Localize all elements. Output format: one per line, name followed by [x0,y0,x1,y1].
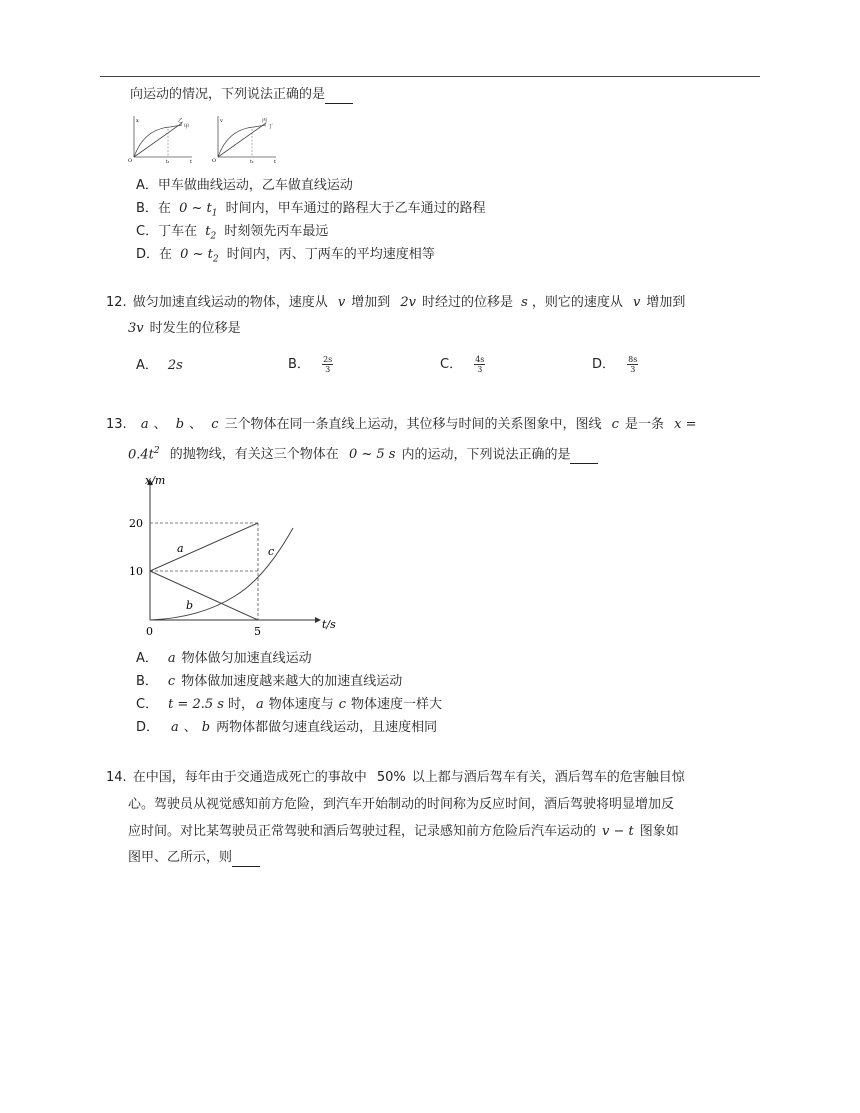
x-axis-label: t/s [322,618,336,631]
origin-label: 0 [146,625,153,638]
graph1-y-label: x [136,118,139,124]
header-rule [100,76,760,77]
q11-option-a[interactable]: A．甲车做曲线运动，乙车做直线运动 [136,178,353,193]
q13-stem-line2: $0.4t^2$ 的抛物线，有关这三个物体在 0 ~ 5 s 内的运动，下列说法正确的是 [128,442,598,464]
q12-option-b[interactable]: B． $\frac{2s}{3}$ [288,355,333,374]
label-b: b [186,599,194,612]
curve-c [150,528,293,620]
graph2-t2: t₂ [250,160,254,165]
q14-stem-line3: 应时间。对比某驾驶员正常驾驶和酒后驾驶过程，记录感知前方危险后汽车运动的 v − t 图象如 [128,824,679,839]
q13-option-c[interactable]: C． t = 2.5 s 时， a 物体速度与 c 物体速度一样大 [136,697,443,712]
answer-blank[interactable] [325,90,353,104]
graph1-t1: t₁ [166,160,170,165]
line-b [150,571,258,620]
q13-option-a[interactable]: A． a 物体做匀加速直线运动 [136,651,312,666]
graph2-curve-ding: 丁 [268,124,274,130]
q12-option-c[interactable]: C． $\frac{4s}{3}$ [440,355,485,374]
answer-blank[interactable] [232,853,260,867]
graph2-t: t [274,159,277,165]
label-c: c [268,545,275,558]
q13-option-d[interactable]: D． a 、 b 两物体都做匀速直线运动，且速度相同 [136,720,438,735]
q14-stem-line1: 14. 在中国，每年由于交通造成死亡的事故中 50% 以上都与酒后驾车有关，酒后驾车的危害触目惊 [106,770,685,785]
graph2-origin: O [212,158,217,164]
q13-xt-graph [125,470,345,642]
line-a [150,523,258,571]
q12-option-d[interactable]: D． $\frac{8s}{3}$ [592,355,638,374]
graph2-curve-bing: 丙 [262,118,268,124]
q13-stem-line1: 13. a 、 b 、 c 三个物体在同一条直线上运动，其位移与时间的关系图象中，图线 c 是一条 x = [106,417,697,432]
label-a: a [177,542,184,555]
q12-option-a[interactable]: A． 2s [136,358,183,373]
q11-graph-1 [126,113,196,165]
x-tick-5: 5 [254,625,261,638]
y-tick-20: 20 [129,517,143,530]
q11-option-c[interactable]: C．丁车在 $t_2$ 时刻领先丙车最远 [136,224,329,242]
y-axis-label: x/m [145,474,166,487]
q11-stem: 向运动的情况，下列说法正确的是 [130,86,353,104]
graph1-t: t [190,159,193,165]
q11-graph-2 [210,113,280,165]
graph1-origin: O [128,158,133,164]
q11-option-d[interactable]: D．在 0 ~ $t_2$ 时间内，丙、丁两车的平均速度相等 [136,247,435,265]
q11-option-b[interactable]: B．在 0 ~ $t_1$ 时间内，甲车通过的路程大于乙车通过的路程 [136,201,486,219]
graph1-curve-jia: 甲 [184,124,190,130]
q13-option-b[interactable]: B． c 物体做加速度越来越大的加速直线运动 [136,674,403,689]
q12-stem-line1: 12. 做匀加速直线运动的物体，速度从 v 增加到 2v 时经过的位移是 s ，则它的速度从 v 增加到 [106,295,686,310]
answer-blank[interactable] [570,450,598,464]
q12-stem-line2: 3v 时发生的位移是 [128,321,241,336]
y-tick-10: 10 [129,565,143,578]
graph2-y-label: v [220,118,223,124]
q14-stem-line2: 心。驾驶员从视觉感知前方危险，到汽车开始制动的时间称为反应时间，酒后驾驶将明显增加反 [128,797,675,812]
q14-stem-line4: 图甲、乙所示，则 [128,849,260,867]
graph1-curve-yi: 乙 [178,118,184,124]
